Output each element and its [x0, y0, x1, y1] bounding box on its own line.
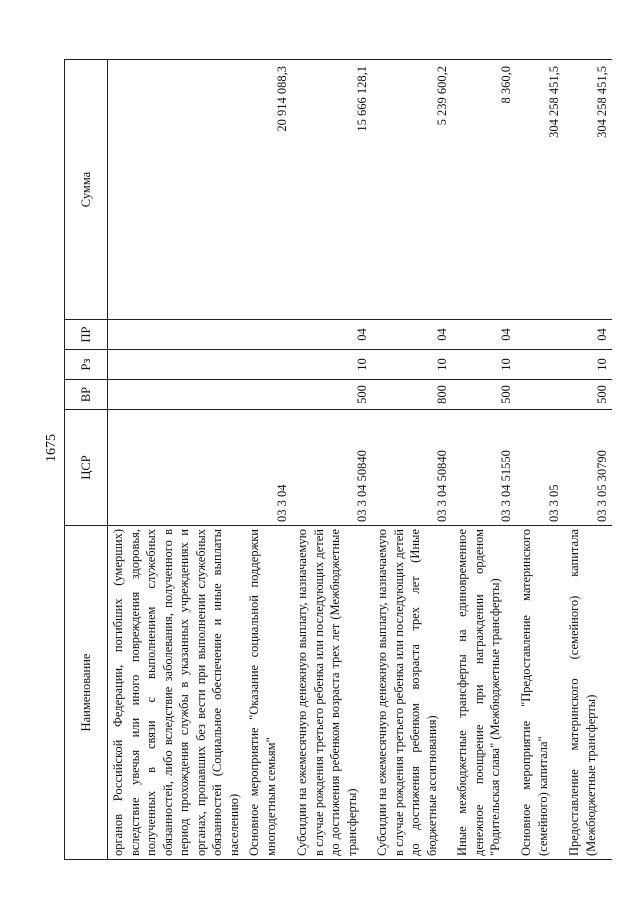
row-sum: 5 239 600,2	[372, 60, 452, 320]
header-rz: Рз	[65, 350, 108, 380]
row-csr: 03 3 04 50840	[372, 410, 452, 526]
table-row	[564, 60, 612, 860]
row-vr: 500	[292, 380, 372, 410]
row-sum: 8 360,0	[452, 60, 516, 320]
row-vr: 500	[564, 380, 612, 410]
row-rz: 10	[292, 350, 372, 380]
page-number: 1675	[44, 434, 59, 462]
table-header-row	[65, 60, 108, 860]
row-csr: 03 3 05 30790	[564, 410, 612, 526]
row-rz: 10	[372, 350, 452, 380]
row-rz: 10	[452, 350, 516, 380]
row-pr: 04	[372, 320, 452, 350]
row-sum: 15 666 128,1	[292, 60, 372, 320]
header-pr: ПР	[65, 320, 108, 350]
row-name: Основное мероприятие "Оказание социальной поддержки многодетным семьям"	[244, 526, 292, 860]
row-pr: 04	[452, 320, 516, 350]
row-rz: 10	[564, 350, 612, 380]
row-name: Иные межбюджетные трансферты на единовременное денежное поощрение при награждении орденом "Родительская слава" (Межбюджетные трансферты)	[452, 526, 516, 860]
row-csr: 03 3 04 51550	[452, 410, 516, 526]
row-vr	[516, 380, 564, 410]
header-name: Наименование	[65, 526, 108, 860]
row-name: Субсидии на ежемесячную денежную выплату, назначаемую в случае рождения третьего ребенка или последующих детей до достижения ребенком возраста трех лет (Иные бюджетные ассигнования)	[372, 526, 452, 860]
row-sum: 304 258 451,5	[564, 60, 612, 320]
row-pr	[244, 320, 292, 350]
row-pr	[108, 320, 245, 350]
row-pr: 04	[292, 320, 372, 350]
budget-table	[64, 59, 612, 860]
row-vr	[244, 380, 292, 410]
header-sum: Сумма	[65, 60, 108, 320]
row-rz	[244, 350, 292, 380]
row-rz	[516, 350, 564, 380]
row-name: органов Российской Федерации, погибших (умерших) вследствие увечья или иного повреждения здоровья, полученных в связи с выполнением служебных обязанностей, либо вследствие заболевания, полученного в период прохождения службы в указанных учреждениях и органах, пропавших без вести при выполнении служебных обязанностей (Социальное обеспечение и иные выплаты населению)	[108, 526, 245, 860]
row-csr: 03 3 04	[244, 410, 292, 526]
row-csr: 03 3 05	[516, 410, 564, 526]
row-vr: 500	[452, 380, 516, 410]
row-name: Предоставление материнского (семейного) капитала (Межбюджетные трансферты)	[564, 526, 612, 860]
row-name: Субсидии на ежемесячную денежную выплату, назначаемую в случае рождения третьего ребенка или последующих детей до достижения ребенком возраста трех лет (Межбюджетные трансферты)	[292, 526, 372, 860]
row-name: Основное мероприятие "Предоставление материнского (семейного) капитала"	[516, 526, 564, 860]
row-pr: 04	[564, 320, 612, 350]
row-csr: 03 3 04 50840	[292, 410, 372, 526]
table-row	[108, 60, 245, 860]
table-row	[244, 60, 292, 860]
row-sum	[108, 60, 245, 320]
row-sum: 304 258 451,5	[516, 60, 564, 320]
table-row	[452, 60, 516, 860]
row-vr: 800	[372, 380, 452, 410]
row-csr	[108, 410, 245, 526]
row-sum: 20 914 088,3	[244, 60, 292, 320]
row-vr	[108, 380, 245, 410]
budget-table-rotated	[64, 60, 609, 860]
table-row	[372, 60, 452, 860]
table-row	[516, 60, 564, 860]
row-pr	[516, 320, 564, 350]
header-vr: ВР	[65, 380, 108, 410]
table-row	[292, 60, 372, 860]
header-csr: ЦСР	[65, 410, 108, 526]
row-rz	[108, 350, 245, 380]
